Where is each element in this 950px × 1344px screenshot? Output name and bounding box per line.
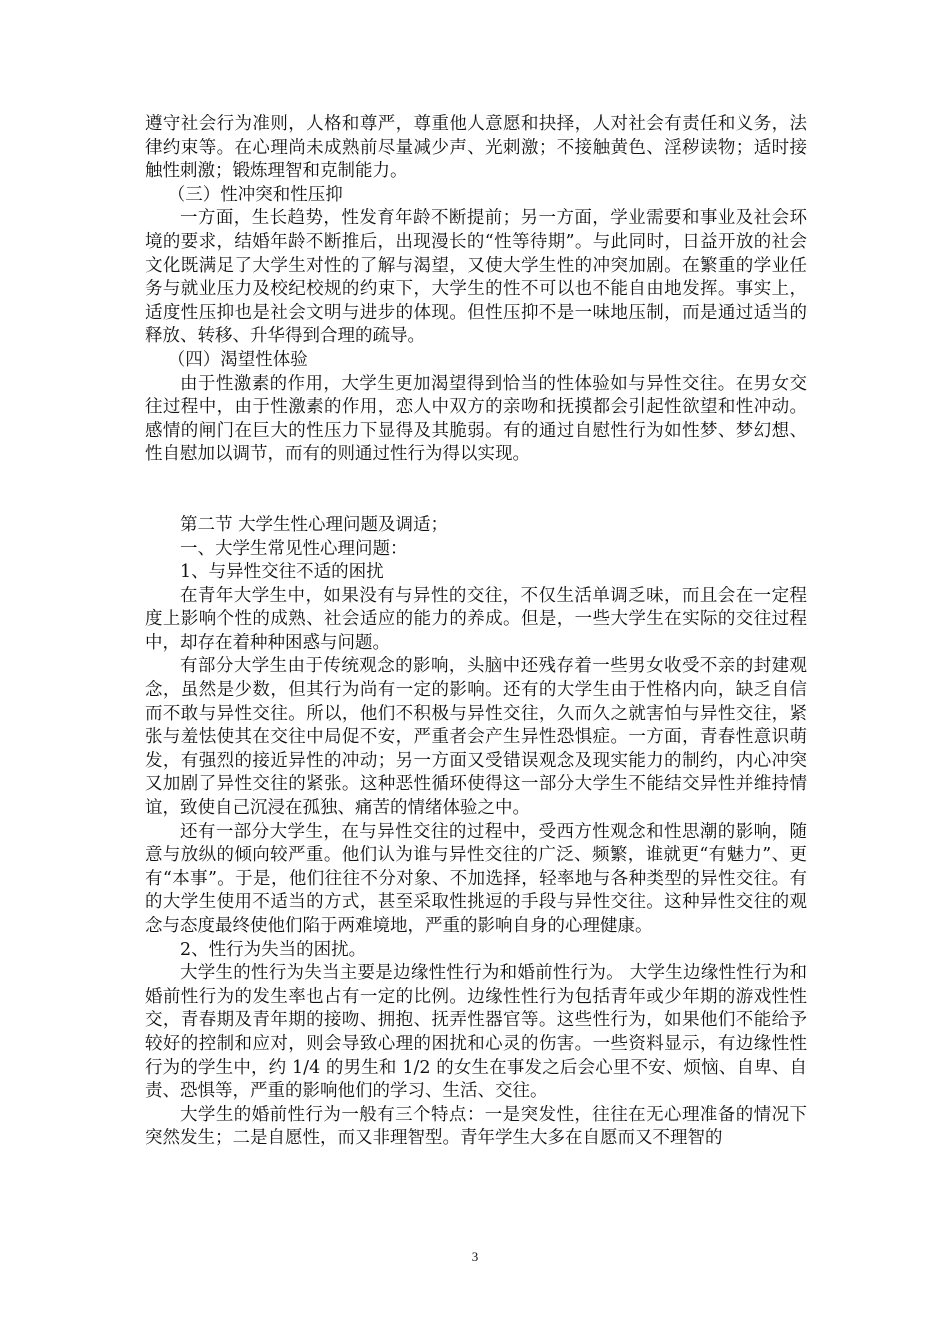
section-title: 第二节 大学生性心理问题及调适；: [180, 514, 449, 535]
subheading-desire-experience: （四）渴望性体验: [167, 349, 308, 370]
paragraph-continuation: 遵守社会行为准则，人格和尊严，尊重他人意愿和抉择，人对社会有责任和义务，法律约束等。在心理尚未成熟前尽量减少声、光刺激；不接触黄色、淫秽读物；适时接触性刺激；锻炼理智和克制能力。: [145, 114, 807, 182]
subheading-sex-conflict: （三）性冲突和性压抑: [167, 184, 343, 205]
document-page: [145, 113, 807, 1151]
paragraph-interaction-2: 有部分大学生由于传统观念的影响，头脑中还残存着一些男女收受不亲的封建观念，虽然是少数，但其行为尚有一定的影响。还有的大学生由于性格内向，缺乏自信而不敢与异性交往。所以，他们不积极与异性交往，久而久之就害怕与异性交往，紧张与羞怯使其在交往中局促不安，严重者会产生异性恐惧症。一方面，青春性意识萌发，有强烈的接近异性的冲动；另一方面又受错误观念及现实能力的制约，内心冲突又加剧了异性交往的紧张。这种恶性循环使得这一部分大学生不能结交异性并维持情谊，致使自己沉浸在孤独、痛苦的情绪体验之中。: [145, 656, 807, 819]
paragraph-behavior-2: 大学生的婚前性行为一般有三个特点：一是突发性，往往在无心理准备的情况下突然发生；二是自愿性，而又非理智型。青年学生大多在自愿而又不理智的: [145, 1104, 807, 1149]
page-number: 3: [471, 1249, 479, 1264]
section-gap: [145, 467, 807, 514]
paragraph-desire-experience: 由于性激素的作用，大学生更加渴望得到恰当的性体验如与异性交往。在男女交往过程中，由于性激素的作用，恋人中双方的亲吻和抚摸都会引起性欲望和性冲动。感情的闸门在巨大的性压力下显得及其脆弱。有的通过自慰性行为如性梦、梦幻想、性自慰加以调节，而有的则通过性行为得以实现。: [145, 373, 807, 465]
paragraph-sex-conflict: 一方面，生长趋势，性发育年龄不断提前；另一方面，学业需要和事业及社会环境的要求，结婚年龄不断推后，出现漫长的“性等待期”。与此同时，日益开放的社会文化既满足了大学生对性的了解与渴望，又使大学生性的冲突加剧。在繁重的学业任务与就业压力及校纪校规的约束下，大学生的性不可以也不能自由地发挥。事实上，适度性压抑也是社会文明与进步的体现。但性压抑不是一味地压制，而是通过适当的释放、转移、升华得到合理的疏导。: [145, 208, 807, 347]
paragraph-interaction-3: 还有一部分大学生，在与异性交往的过程中，受西方性观念和性思潮的影响，随意与放纵的倾向较严重。他们认为谁与异性交往的广泛、频繁，谁就更“有魅力”、更有“本事”。于是，他们往往不分对象、不加选择，轻率地与各种类型的异性交往。有的大学生使用不适当的方式，甚至采取性挑逗的手段与异性交往。这种异性交往的观念与态度最终使他们陷于两难境地，严重的影响自身的心理健康。: [145, 821, 807, 936]
item-heading-2: 2、性行为失当的困扰。: [180, 939, 367, 960]
paragraph-interaction-1: 在青年大学生中，如果没有与异性的交往，不仅生活单调乏味，而且会在一定程度上影响个性的成熟、社会适应的能力的养成。但是，一些大学生在实际的交往过程中，却存在着种种困惑与问题。: [145, 585, 807, 653]
item-heading-1: 1、与异性交往不适的困扰: [180, 562, 384, 583]
subsection-title: 一、大学生常见性心理问题：: [180, 538, 408, 559]
paragraph-behavior-1: 大学生的性行为失当主要是边缘性性行为和婚前性行为。 大学生边缘性性行为和婚前性行为的发生率也占有一定的比例。边缘性性行为包括青年或少年期的游戏性性交，青春期及青年期的接吻、拥抱、抚弄性器官等。这些性行为，如果他们不能给予较好的控制和应对，则会导致心理的困扰和心灵的伤害。一些资料显示，有边缘性性行为的学生中，约 1/4 的男生和 1/2 的女生在事发之后会心里不安、烦恼、自卑、自责、恐惧等，严重的影响他们的学习、生活、交往。: [145, 963, 807, 1102]
